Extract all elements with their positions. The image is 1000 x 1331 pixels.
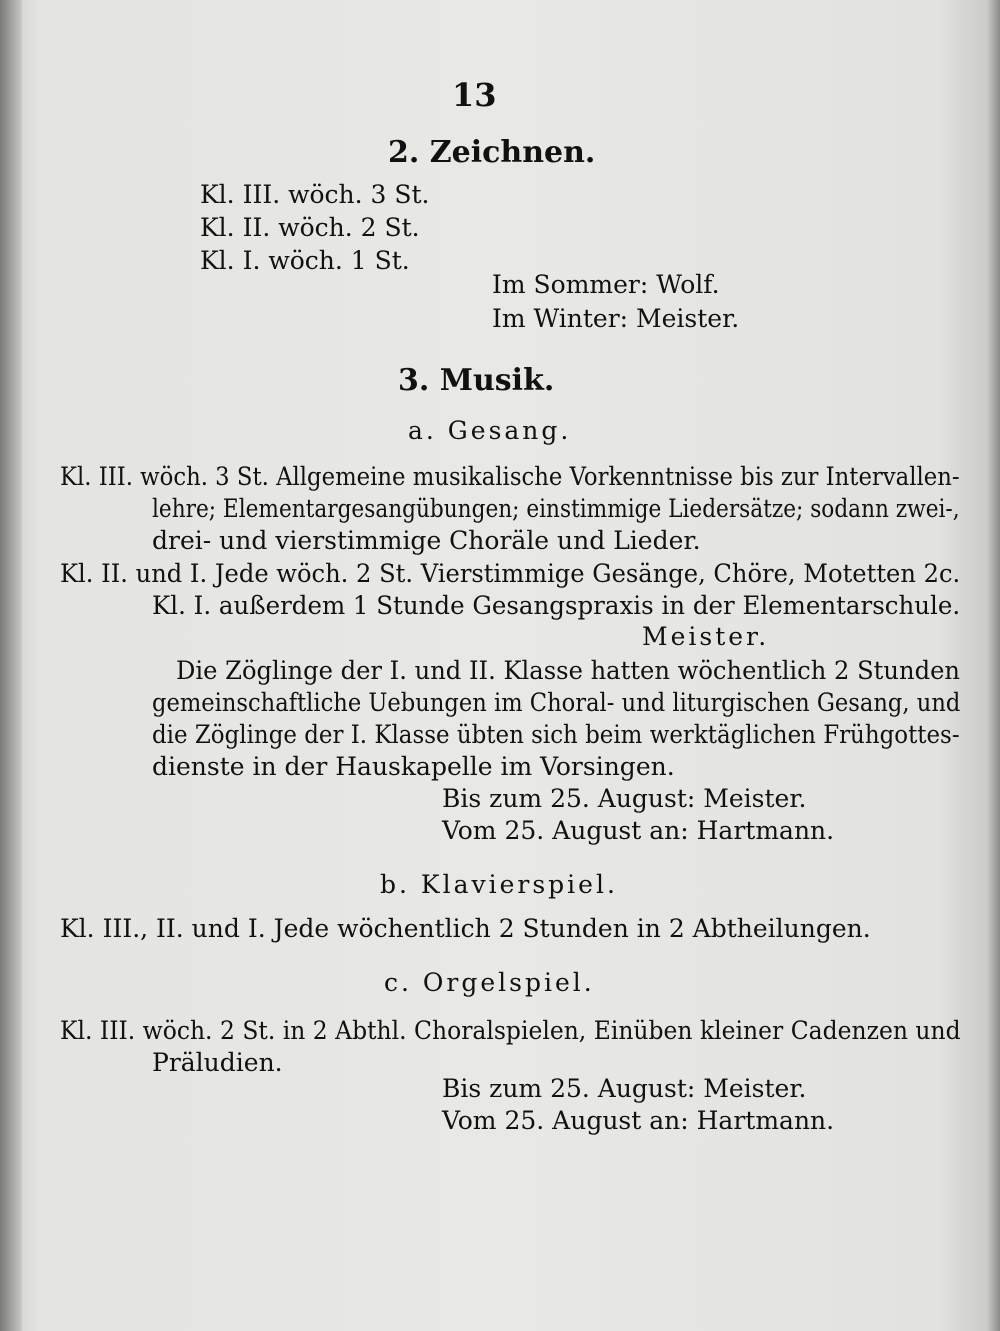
- teacher-line: Vom 25. August an: Hartmann.: [442, 1106, 835, 1135]
- text-line: lehre; Elementargesangübungen; einstimmige Liedersätze; sodann zwei-,: [152, 494, 960, 523]
- text-line: Kl. III. wöch. 2 St. in 2 Abthl. Choralspielen, Einüben kleiner Cadenzen und: [60, 1016, 961, 1045]
- text-line: Kl. III. wöch. 3 St.: [200, 180, 430, 209]
- section-heading-musik: 3. Musik.: [398, 363, 555, 398]
- page-edge-right: [986, 0, 1000, 1331]
- paragraph-line: dienste in der Hauskapelle im Vorsingen.: [152, 752, 675, 781]
- subsection-heading-orgelspiel: c. Orgelspiel.: [384, 968, 595, 997]
- text-line: drei- und vierstimmige Choräle und Lieder.: [152, 526, 701, 555]
- page-number: 13: [452, 76, 497, 114]
- page-edge-left: [0, 0, 22, 1331]
- teacher-line: Meister.: [642, 622, 770, 651]
- text-line: Kl. II. wöch. 2 St.: [200, 213, 420, 242]
- teacher-line: Bis zum 25. August: Meister.: [442, 784, 807, 813]
- text-line: Kl. I. wöch. 1 St.: [200, 246, 410, 275]
- paragraph-line: die Zöglinge der I. Klasse übten sich beim werktäglichen Frühgottes-: [152, 720, 960, 749]
- text-line: Präludien.: [152, 1048, 283, 1077]
- paragraph-line: gemeinschaftliche Uebungen im Choral- und liturgischen Gesang, und: [152, 688, 961, 717]
- teacher-line: Vom 25. August an: Hartmann.: [442, 816, 835, 845]
- subsection-heading-gesang: a. Gesang.: [408, 416, 572, 445]
- text-line: Kl. II. und I. Jede wöch. 2 St. Vierstimmige Gesänge, Chöre, Motetten 2c.: [60, 559, 961, 588]
- text-line: Kl. III., II. und I. Jede wöchentlich 2 Stunden in 2 Abtheilungen.: [60, 914, 871, 943]
- text-line: Kl. I. außerdem 1 Stunde Gesangspraxis in der Elementarschule.: [152, 591, 961, 620]
- text-line: Kl. III. wöch. 3 St. Allgemeine musikalische Vorkenntnisse bis zur Intervallen-: [60, 462, 960, 491]
- paragraph-line: Die Zöglinge der I. und II. Klasse hatten wöchentlich 2 Stunden: [176, 656, 960, 685]
- teacher-line: Im Winter: Meister.: [492, 304, 740, 333]
- teacher-line: Im Sommer: Wolf.: [492, 270, 720, 299]
- teacher-line: Bis zum 25. August: Meister.: [442, 1074, 807, 1103]
- subsection-heading-klavierspiel: b. Klavierspiel.: [380, 870, 618, 899]
- section-heading-zeichnen: 2. Zeichnen.: [388, 135, 596, 170]
